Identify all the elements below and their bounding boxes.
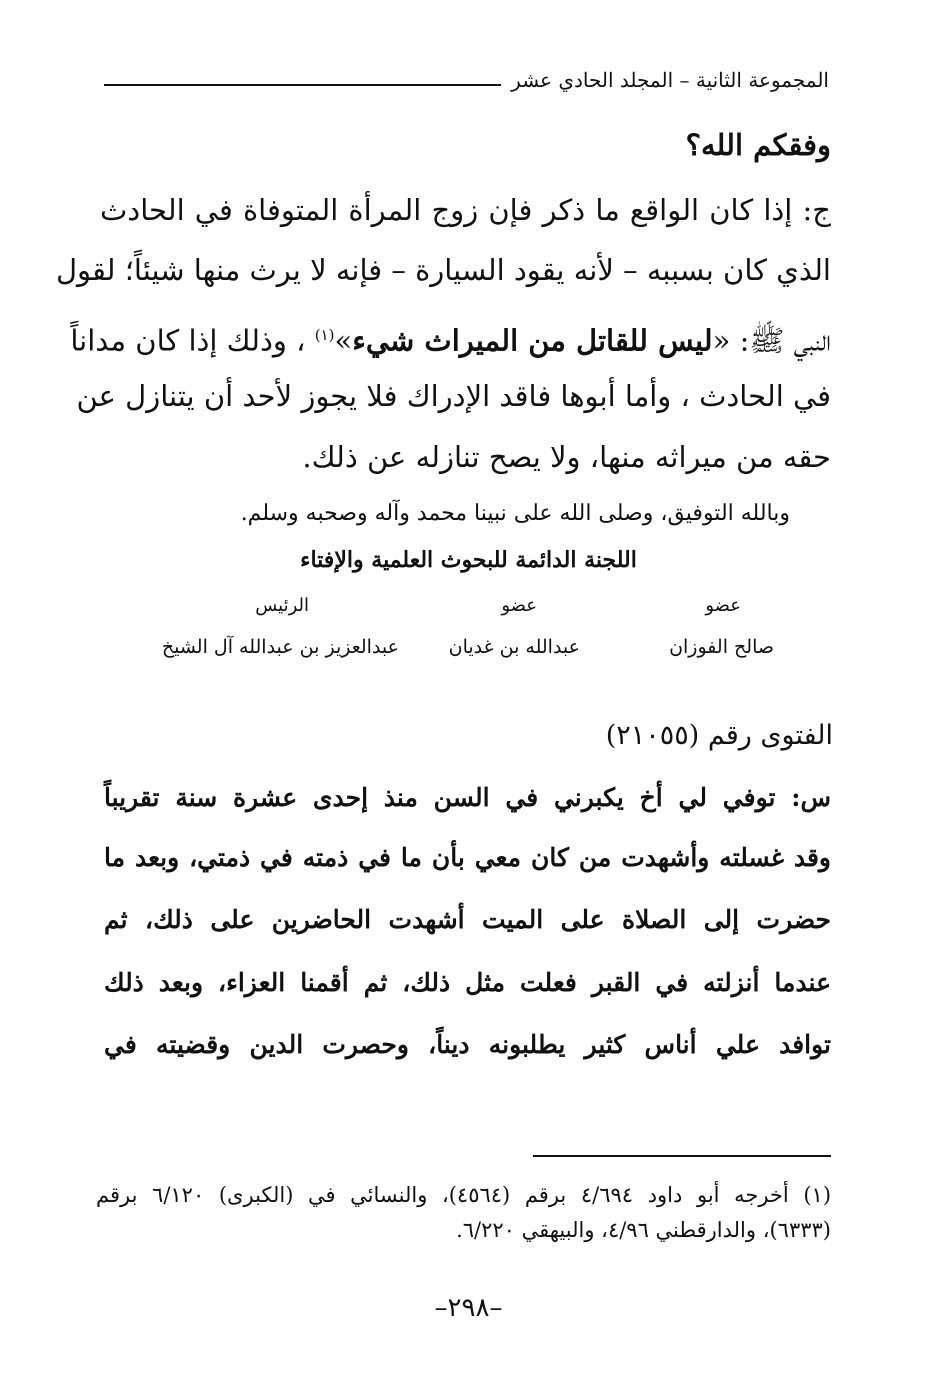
hadith-prefix: النبي ﷺ: « [712, 323, 831, 358]
body-line-3: الذي كان بسببه – لأنه يقود السيارة – فإنه لا يرث منها شيئاً؛ لقول [55, 253, 831, 287]
hadith-close: » [334, 323, 353, 358]
header-title: المجموعة الثانية – المجلد الحادي عشر [511, 68, 829, 92]
footnote-separator [533, 1155, 831, 1157]
closing-line: وبالله التوفيق، وصلى الله على نبينا محمد وآله وصحبه وسلم. [240, 501, 790, 526]
question-line-5: توافد علي أناس كثير يطلبونه ديناً، وحصرت الدين وقضيته في [104, 1030, 831, 1059]
body-line-hadith [70, 315, 831, 361]
member-name: عبدالعزيز بن عبدالله آل الشيخ [161, 636, 399, 658]
body-line-4: في الحادث ، وأما أبوها فاقد الإدراك فلا يجوز لأحد أن يتنازل عن [76, 379, 831, 413]
member-role: عضو [501, 595, 537, 616]
running-header [104, 60, 829, 100]
body-line-5: حقه من ميراثه منها، ولا يصح تنازله عن ذلك. [302, 440, 831, 474]
fatwa-number: الفتوى رقم (٢١٠٥٥) [605, 720, 833, 751]
member-role: الرئيس [255, 595, 309, 616]
footnote-ref: (١) [314, 326, 335, 344]
question-line-2: وقد غسلته وأشهدت من كان معي بأن ما في ذمته في ذمتي، وبعد ما [104, 843, 831, 872]
footnote-line-2: (٦٣٣٣)، والدارقطني ٤/٩٦، والبيهقي ٦/٢٢٠. [456, 1218, 831, 1242]
page-number: –٢٩٨– [434, 1293, 503, 1323]
header-rule [104, 84, 501, 86]
hadith-text: ليس للقاتل من الميراث شيء [352, 323, 713, 358]
footnote-line-1: (١) أخرجه أبو داود ٤/٦٩٤ برقم (٤٥٦٤)، والنسائي في (الكبرى) ٦/١٢٠ برقم [96, 1183, 832, 1207]
committee-name: اللجنة الدائمة للبحوث العلمية والإفتاء [300, 547, 637, 573]
question-line-3: حضرت إلى الصلاة على الميت أشهدت الحاضرين على ذلك، ثم [104, 905, 831, 934]
body-line-2: ج: إذا كان الواقع ما ذكر فإن زوج المرأة المتوفاة في الحادث [100, 193, 831, 227]
question-line-4: عندما أنزلته في القبر فعلت مثل ذلك، ثم أقمنا العزاء، وبعد ذلك [104, 968, 831, 997]
member-name: صالح الفوزان [669, 636, 774, 658]
question-line-1: س: توفي لي أخ يكبرني في السن منذ إحدى عشرة سنة تقريباً [104, 783, 831, 812]
member-name: عبدالله بن غديان [448, 636, 580, 658]
body-line-1: وفقكم الله؟ [685, 128, 831, 162]
hadith-suffix: ، وذلك إذا كان مداناً [70, 323, 315, 358]
member-role: عضو [705, 595, 741, 616]
